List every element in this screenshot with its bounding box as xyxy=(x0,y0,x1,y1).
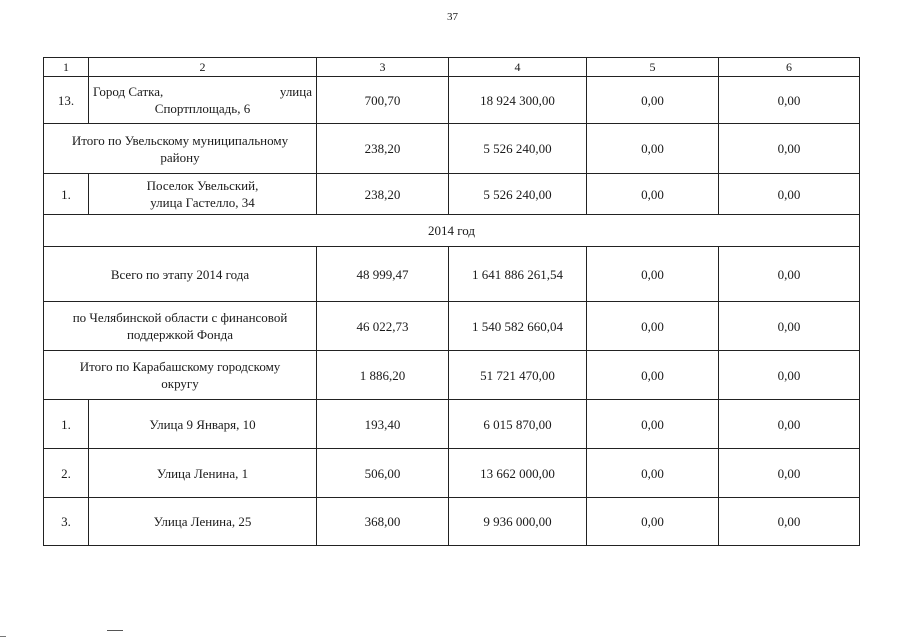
table-row xyxy=(44,174,860,215)
row-col5: 0,00 xyxy=(587,400,719,449)
row-cost: 9 936 000,00 xyxy=(449,498,587,546)
row-name xyxy=(89,174,317,215)
row-cost: 1 641 886 261,54 xyxy=(449,247,587,302)
data-table xyxy=(43,57,860,546)
year-section-row xyxy=(44,215,860,247)
row-name-line1: по Челябинской области с финансовой xyxy=(72,310,288,325)
row-col5: 0,00 xyxy=(587,174,719,215)
row-name xyxy=(44,302,317,351)
row-name xyxy=(89,77,317,124)
row-area: 700,70 xyxy=(317,77,449,124)
row-col6: 0,00 xyxy=(719,498,860,546)
row-cost: 6 015 870,00 xyxy=(449,400,587,449)
row-number: 13. xyxy=(44,77,89,124)
row-col6: 0,00 xyxy=(719,124,860,174)
row-name xyxy=(44,351,317,400)
row-cost: 5 526 240,00 xyxy=(449,124,587,174)
row-cost: 13 662 000,00 xyxy=(449,449,587,498)
row-cost: 18 924 300,00 xyxy=(449,77,587,124)
row-area: 193,40 xyxy=(317,400,449,449)
row-col6: 0,00 xyxy=(719,77,860,124)
table-row xyxy=(44,351,860,400)
row-name-line1: Поселок Увельский, xyxy=(146,178,259,193)
row-name-line1: Итого по Увельскому муниципальному xyxy=(71,132,289,148)
footer-line-mark xyxy=(107,630,123,631)
row-col5: 0,00 xyxy=(587,302,719,351)
row-col5: 0,00 xyxy=(587,77,719,124)
table-row xyxy=(44,400,860,449)
row-name: Улица 9 Января, 10 xyxy=(89,400,317,449)
header-col-2: 2 xyxy=(89,58,317,77)
row-name-part1: Город Сатка, xyxy=(93,84,164,99)
row-cost: 5 526 240,00 xyxy=(449,174,587,215)
row-col6: 0,00 xyxy=(719,174,860,215)
year-label: 2014 год xyxy=(44,215,860,247)
table-row xyxy=(44,77,860,124)
table-row xyxy=(44,498,860,546)
row-name-line2: району xyxy=(160,149,200,165)
row-area: 48 999,47 xyxy=(317,247,449,302)
row-col5: 0,00 xyxy=(587,351,719,400)
header-col-6: 6 xyxy=(719,58,860,77)
row-name-line1: Итого по Карабашскому городскому xyxy=(79,359,281,374)
row-col5: 0,00 xyxy=(587,247,719,302)
row-name xyxy=(44,124,317,174)
row-cost: 51 721 470,00 xyxy=(449,351,587,400)
row-cost: 1 540 582 660,04 xyxy=(449,302,587,351)
row-col5: 0,00 xyxy=(587,124,719,174)
header-col-1: 1 xyxy=(44,58,89,77)
header-col-4: 4 xyxy=(449,58,587,77)
header-col-5: 5 xyxy=(587,58,719,77)
row-area: 238,20 xyxy=(317,174,449,215)
row-col5: 0,00 xyxy=(587,498,719,546)
row-name-line2: улица Гастелло, 34 xyxy=(150,195,255,210)
row-area: 506,00 xyxy=(317,449,449,498)
row-name-line2: поддержкой Фонда xyxy=(126,327,234,342)
row-col6: 0,00 xyxy=(719,302,860,351)
row-name: Всего по этапу 2014 года xyxy=(44,247,317,302)
header-col-3: 3 xyxy=(317,58,449,77)
row-area: 1 886,20 xyxy=(317,351,449,400)
row-number: 3. xyxy=(44,498,89,546)
page-number: 37 xyxy=(447,11,458,23)
row-col6: 0,00 xyxy=(719,351,860,400)
row-area: 368,00 xyxy=(317,498,449,546)
row-col5: 0,00 xyxy=(587,449,719,498)
table-row xyxy=(44,449,860,498)
row-name-line2: Спортплощадь, 6 xyxy=(154,101,251,116)
row-number: 2. xyxy=(44,449,89,498)
table-row xyxy=(44,247,860,302)
table-header-row xyxy=(44,58,860,77)
footer-dash-mark xyxy=(0,636,6,637)
row-col6: 0,00 xyxy=(719,449,860,498)
row-name-part2: улица xyxy=(279,84,312,99)
table-row xyxy=(44,124,860,174)
row-name: Улица Ленина, 1 xyxy=(89,449,317,498)
row-name-line2: округу xyxy=(161,376,199,391)
row-name: Улица Ленина, 25 xyxy=(89,498,317,546)
table-row xyxy=(44,302,860,351)
row-area: 238,20 xyxy=(317,124,449,174)
row-col6: 0,00 xyxy=(719,247,860,302)
row-number: 1. xyxy=(44,174,89,215)
row-col6: 0,00 xyxy=(719,400,860,449)
row-area: 46 022,73 xyxy=(317,302,449,351)
row-number: 1. xyxy=(44,400,89,449)
